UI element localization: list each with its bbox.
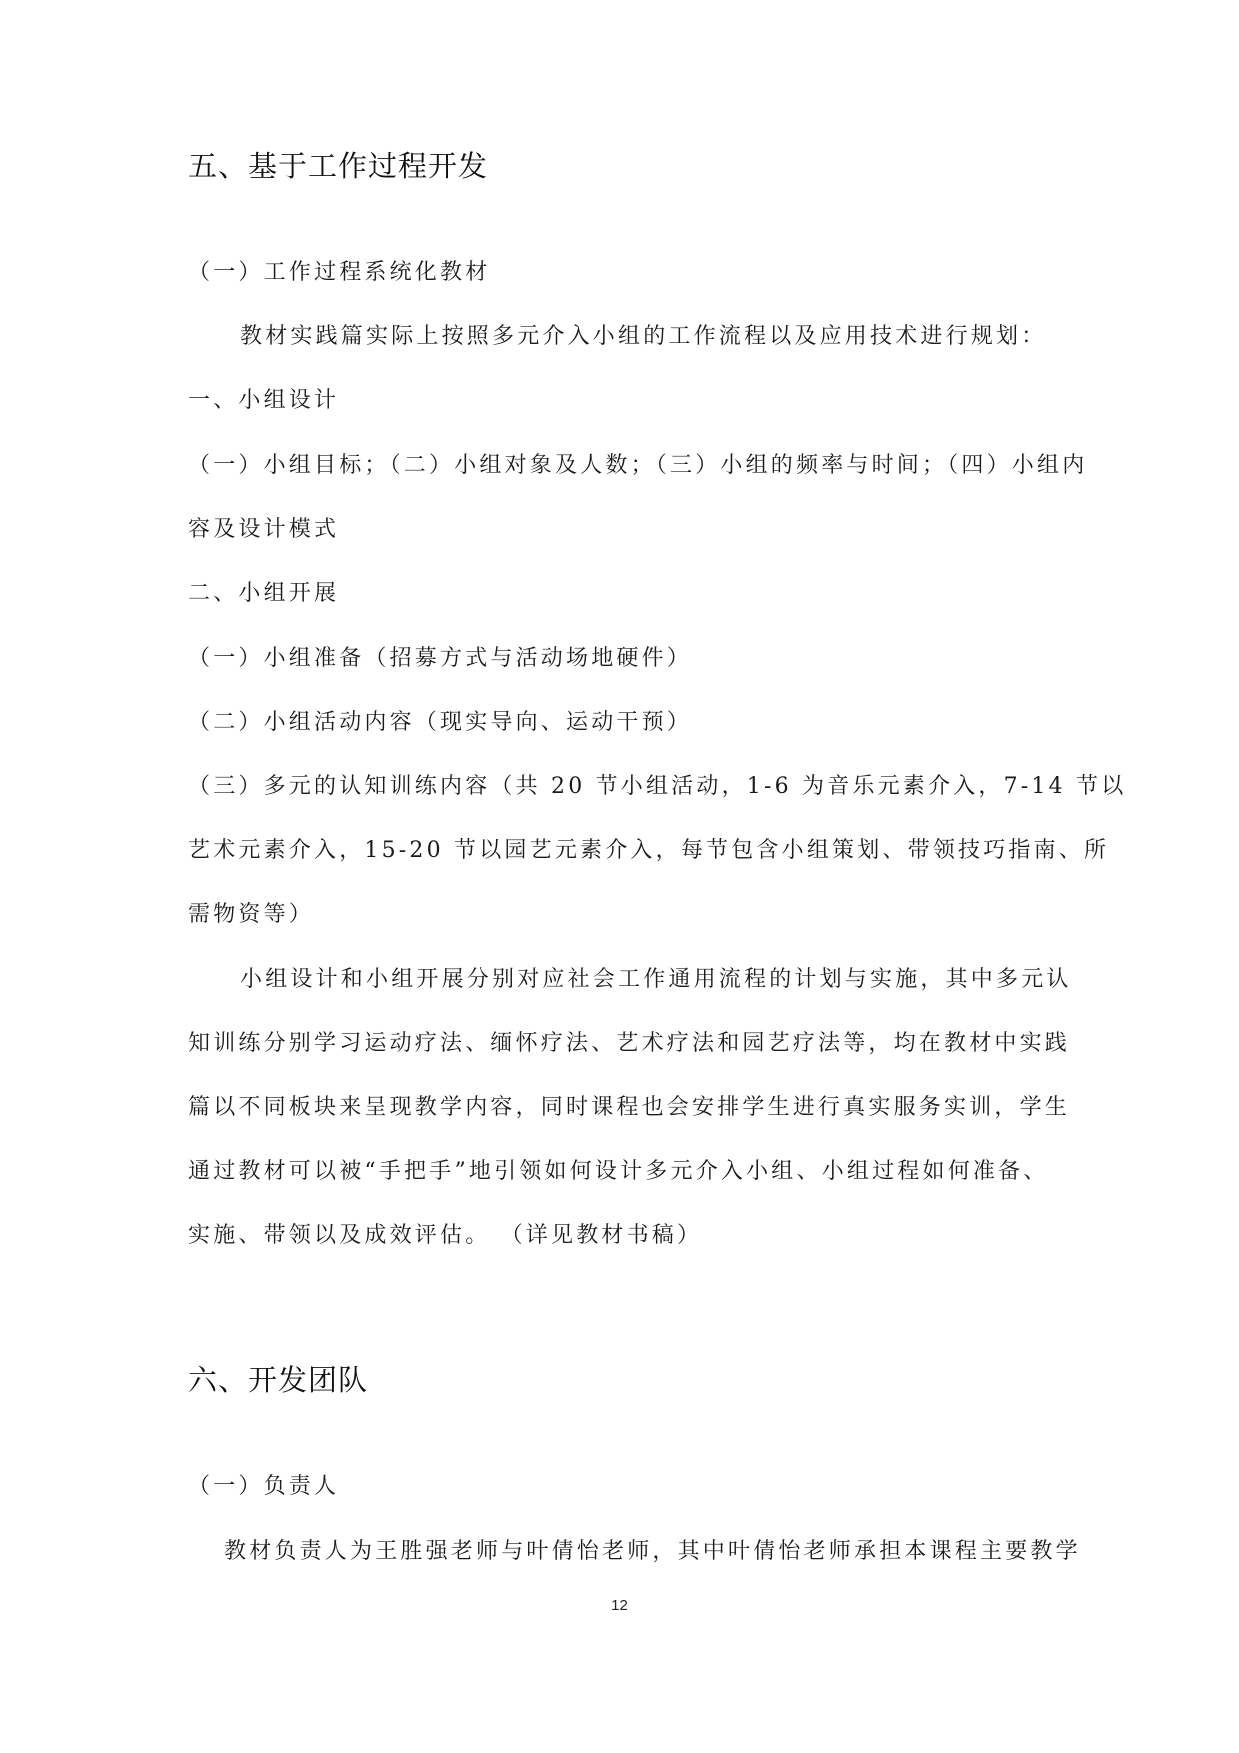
body-paragraph-line-4: 通过教材可以被“手把手”地引领如何设计多元介入小组、小组过程如何准备、 — [188, 1159, 1049, 1184]
body-paragraph-line-5: 实施、带领以及成效评估。 （详见教材书稿） — [188, 1223, 703, 1248]
body-paragraph-line-2: 知训练分别学习运动疗法、缅怀疗法、艺术疗法和园艺疗法等，均在教材中实践 — [188, 1031, 1071, 1056]
section-6-paragraph-line-1: 教材负责人为王胜强老师与叶倩怡老师，其中叶倩怡老师承担本课程主要教学 — [224, 1539, 1081, 1564]
part-1-items-line-2: 容及设计模式 — [188, 517, 340, 542]
part-2-item-2: （二）小组活动内容（现实导向、运动干预） — [188, 710, 693, 735]
intro-paragraph: 教材实践篇实际上按照多元介入小组的工作流程以及应用技术进行规划： — [240, 324, 1047, 349]
part-1-items-line-1: （一）小组目标；（二）小组对象及人数；（三）小组的频率与时间；（四）小组内 — [188, 453, 1088, 478]
section-5-heading: 五、基于工作过程开发 — [188, 149, 489, 183]
part-2-title: 二、小组开展 — [188, 581, 340, 606]
page-number: 12 — [611, 1597, 628, 1614]
body-paragraph-line-3: 篇以不同板块来呈现教学内容，同时课程也会安排学生进行真实服务实训，学生 — [188, 1095, 1071, 1120]
part-1-title: 一、小组设计 — [188, 388, 340, 413]
section-5-subheading: （一）工作过程系统化教材 — [188, 260, 491, 285]
part-2-item-3-line-3: 需物资等） — [188, 902, 315, 927]
section-6-subheading: （一）负责人 — [188, 1474, 340, 1499]
part-2-item-3-line-1: （三）多元的认知训练内容（共 20 节小组活动，1-6 为音乐元素介入，7-14 节以 — [188, 774, 1127, 799]
section-6-heading: 六、开发团队 — [188, 1363, 369, 1397]
part-2-item-3-line-2: 艺术元素介入，15-20 节以园艺元素介入，每节包含小组策划、带领技巧指南、所 — [188, 838, 1110, 863]
part-2-item-1: （一）小组准备（招募方式与活动场地硬件） — [188, 646, 693, 671]
body-paragraph-line-1: 小组设计和小组开展分别对应社会工作通用流程的计划与实施，其中多元认 — [240, 967, 1072, 992]
